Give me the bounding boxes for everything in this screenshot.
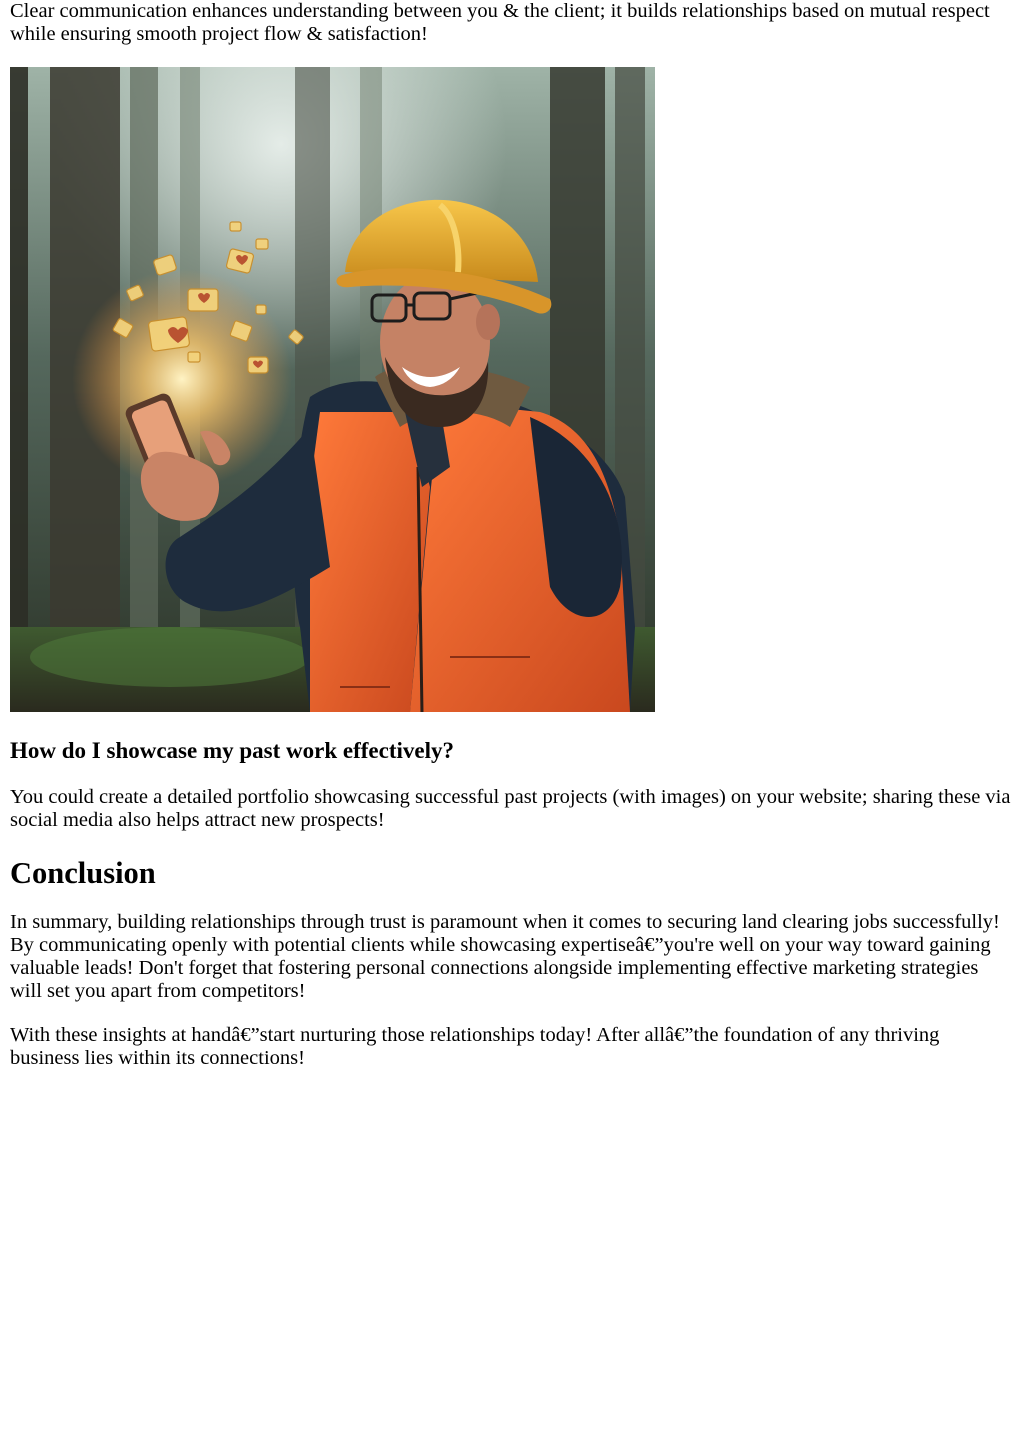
article-body — [10, 0, 1014, 1070]
hero-image — [10, 67, 655, 712]
faq-answer-paragraph: You could create a detailed portfolio showcasing successful past projects (with images) on your website; sharing these via social media also helps attract new prospects! — [10, 786, 1011, 831]
worker-with-phone-illustration — [10, 67, 655, 712]
intro-paragraph: Clear communication enhances understanding between you & the client; it builds relationships based on mutual respect while ensuring smooth project flow & satisfaction! — [10, 0, 990, 45]
closing-paragraph: With these insights at handâ€”start nurturing those relationships today! After allâ€”the foundation of any thriving business lies within its connections! — [10, 1024, 940, 1069]
faq-question-heading: How do I showcase my past work effectively? — [10, 738, 454, 763]
conclusion-heading: Conclusion — [10, 856, 156, 890]
summary-paragraph: In summary, building relationships through trust is paramount when it comes to securing land clearing jobs successfully! By communicating openly with potential clients while showcasing expertiseâ€”you're well on your way toward gaining valuable leads! Don't forget that fostering personal connections alongside implementing effective marketing strategies will set you apart from competitors! — [10, 911, 1000, 1002]
